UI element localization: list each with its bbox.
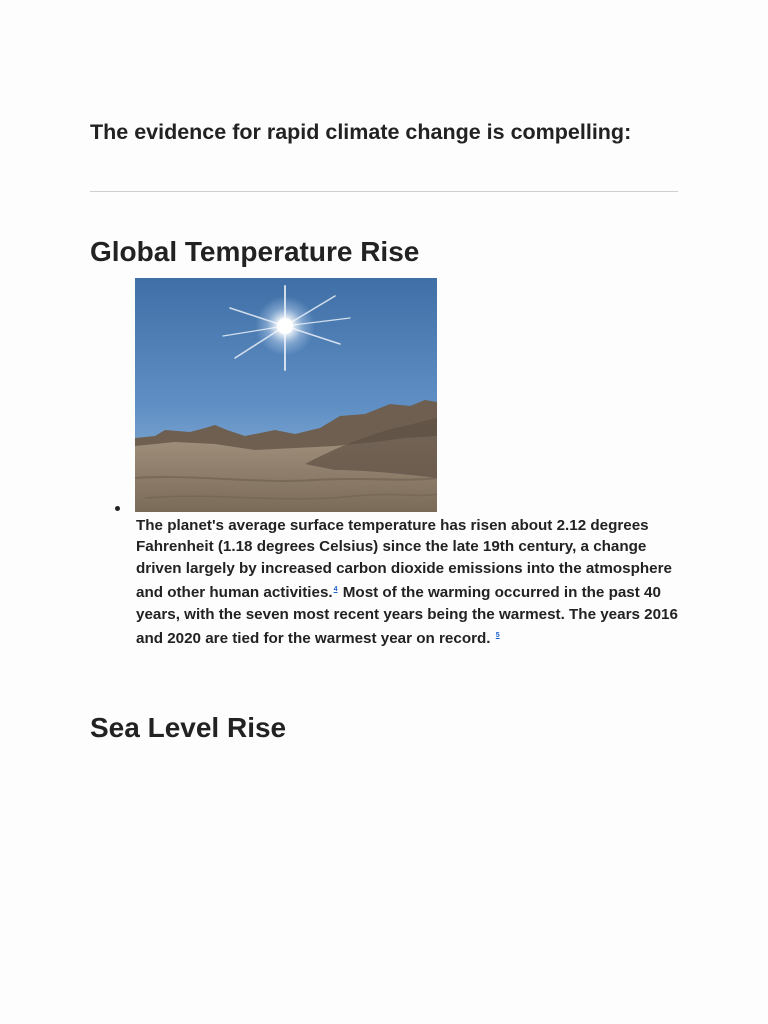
temperature-text-part2: Most of the warming occurred in the past 40 years, with the seven most recent years being the warmest. The years 2016 and 2020 are tied for the warmest year on record. (136, 584, 678, 648)
section-heading-sea-level-rise: Sea Level Rise (90, 712, 287, 743)
temperature-text-part1: The planet's average surface temperature has risen about 2.12 degrees Fahrenheit (1.18 degrees Celsius) since the late 19th century, a change driven largely by increased carbon dioxide emissions into the atmosphere and other human activities. (136, 517, 672, 602)
section-heading-global-temperature-rise: Global Temperature Rise (90, 236, 420, 267)
bullet-icon (115, 506, 120, 511)
divider (90, 191, 678, 192)
intro-heading: The evidence for rapid climate change is compelling: (90, 120, 632, 144)
reference-link-4[interactable]: 4 (333, 586, 338, 594)
temperature-paragraph (136, 515, 684, 649)
reference-link-5[interactable]: 5 (495, 632, 500, 640)
sun-desert-photo (135, 278, 437, 512)
